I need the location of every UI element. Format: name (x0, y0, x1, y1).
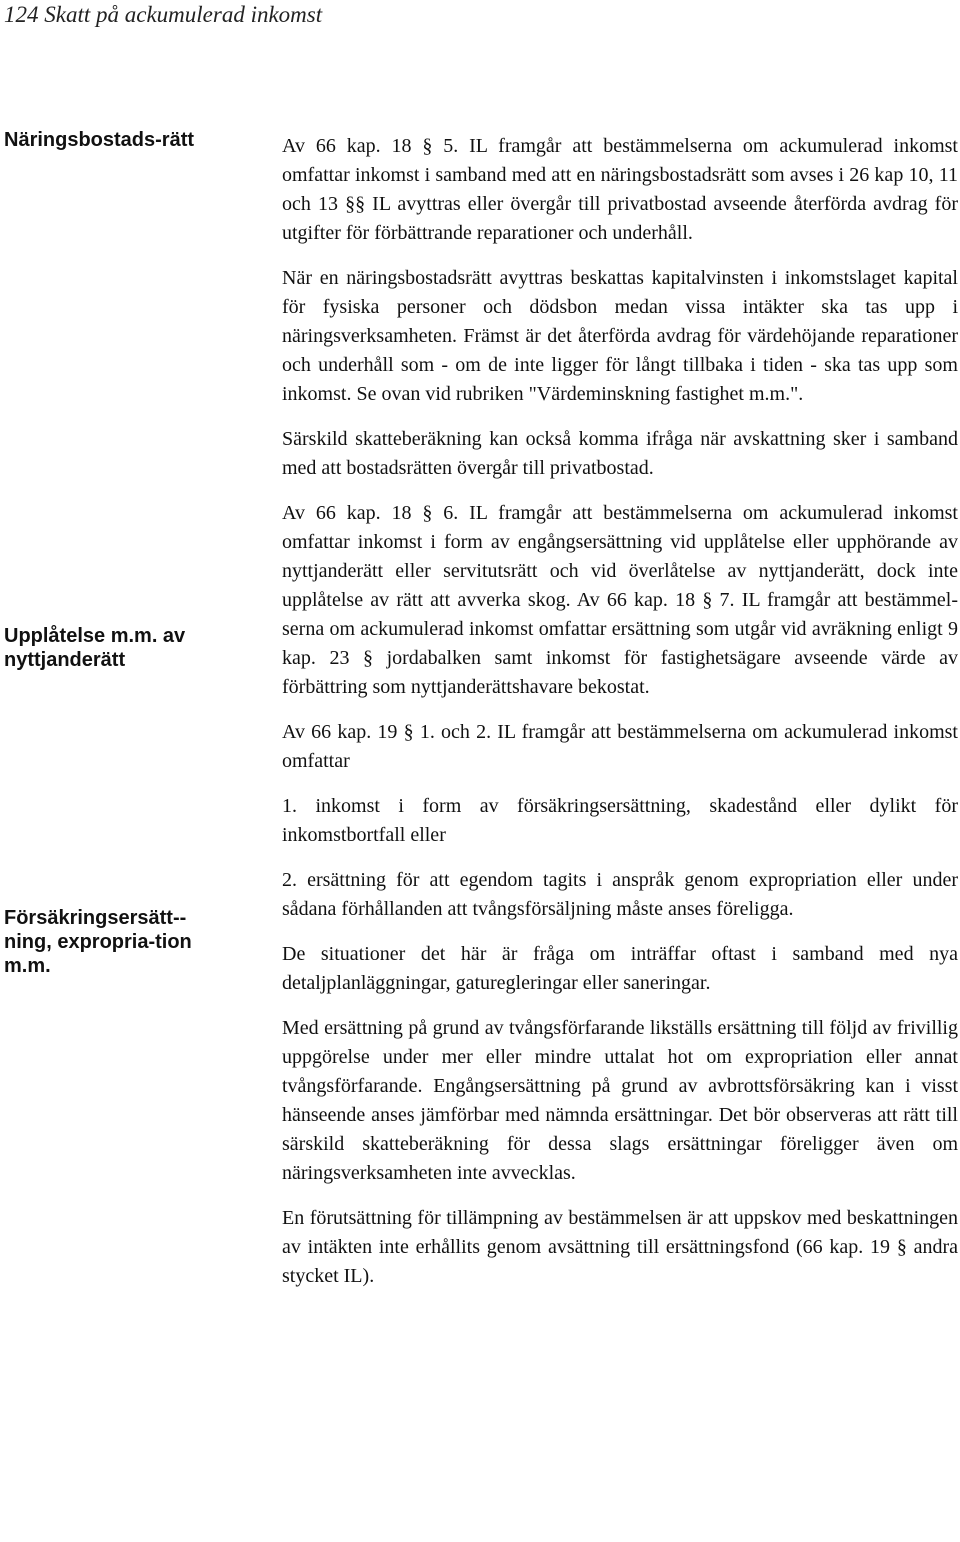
paragraph: Särskild skatteberäkning kan också komma ifråga när avskattning sker i samband med att bostadsrätten övergår till privatbostad. (282, 428, 958, 479)
paragraph: Av 66 kap. 18 § 5. IL framgår att bestämmelserna om ackumulerad inkomst omfattar inkomst i samband med att en näringsbostadsrätt som avses i 26 kap 10, 11 och 13 §§ IL avyttras eller övergår till privatbostad avseende återförda avdrag för utgifter för förbättrande reparationer och underhåll. (282, 135, 958, 244)
paragraph: En förutsättning för tillämpning av bestämmelsen är att uppskov med beskattningen av intäkten inte erhållits genom avsättning till ersättningsfond (66 kap. 19 § andra stycket IL). (282, 1207, 958, 1287)
paragraph: De situationer det här är fråga om inträffar oftast i samband med nya detaljplanläggningar, gaturegleringar eller saneringar. (282, 943, 958, 994)
body-text-column (282, 132, 958, 1307)
paragraph: När en näringsbostadsrätt avyttras beskattas kapitalvinsten i inkomstslaget kapital för fysiska personer och dödsbon medan vissa intäkter ska tas upp i näringsverksamheten. Främst är det återförda avdrag för värdehöjande reparationer och underhåll som - om de inte ligger för långt tillbaka i tiden - ska tas upp som inkomst. Se ovan vid rubriken "Värdeminskning fastighet m.m.". (282, 267, 958, 405)
margin-heading-forsakringsersattning: Försäkringsersätt-ning, expropria-tion m.m. (4, 907, 192, 977)
running-header: 124 Skatt på ackumulerad inkomst (4, 2, 323, 27)
paragraph: Av 66 kap. 18 § 6. IL framgår att bestämmelserna om ackumulerad inkomst omfattar inkomst i form av engångsersättning vid upplåtelse eller upphörande av nyttjanderätt eller servitutsrätt och vid överlåtelse av nyttjanderätt, dock inte upplåtelse av rätt att avverka skog. Av 66 kap. 18 § 7. IL framgår att bestämmelserna om ackumulerad inkomst omfattar ersättning som utgår vid avräkning enligt 9 kap. 23 § jordabalken samt inkomst för fastighetsägare avseende värde av förbättring som nyttjanderättshavare bekostat. (282, 502, 958, 698)
list-item: 1. inkomst i form av försäkringsersättning, skadestånd eller dylikt för inkomstbortfall eller (282, 795, 958, 846)
paragraph: Av 66 kap. 19 § 1. och 2. IL framgår att bestämmelserna om ackumulerad inkomst omfattar (282, 721, 958, 772)
margin-heading-naringsbostadsratt: Näringsbostads-rätt (4, 129, 195, 151)
list-item: 2. ersättning för att egendom tagits i anspråk genom expropriation eller under sådana förhållanden att tvångsförsäljning måste anses föreligga. (282, 869, 958, 920)
paragraph: Med ersättning på grund av tvångsförfarande likställs ersättning till följd av frivillig uppgörelse under mer eller mindre uttalat hot om expropriation eller annat tvångsförfarande. Engångsersättning på grund av avbrottsförsäkring kan i visst hänseende anses jämförbar med nämnda ersättningar. Det bör observeras att rätt till särskild skatteberäkning för dessa slags ersättningar föreligger även om näringsverksamheten inte avvecklas. (282, 1017, 958, 1184)
margin-heading-upplatelse: Upplåtelse m.m. av nyttjanderätt (4, 625, 186, 671)
